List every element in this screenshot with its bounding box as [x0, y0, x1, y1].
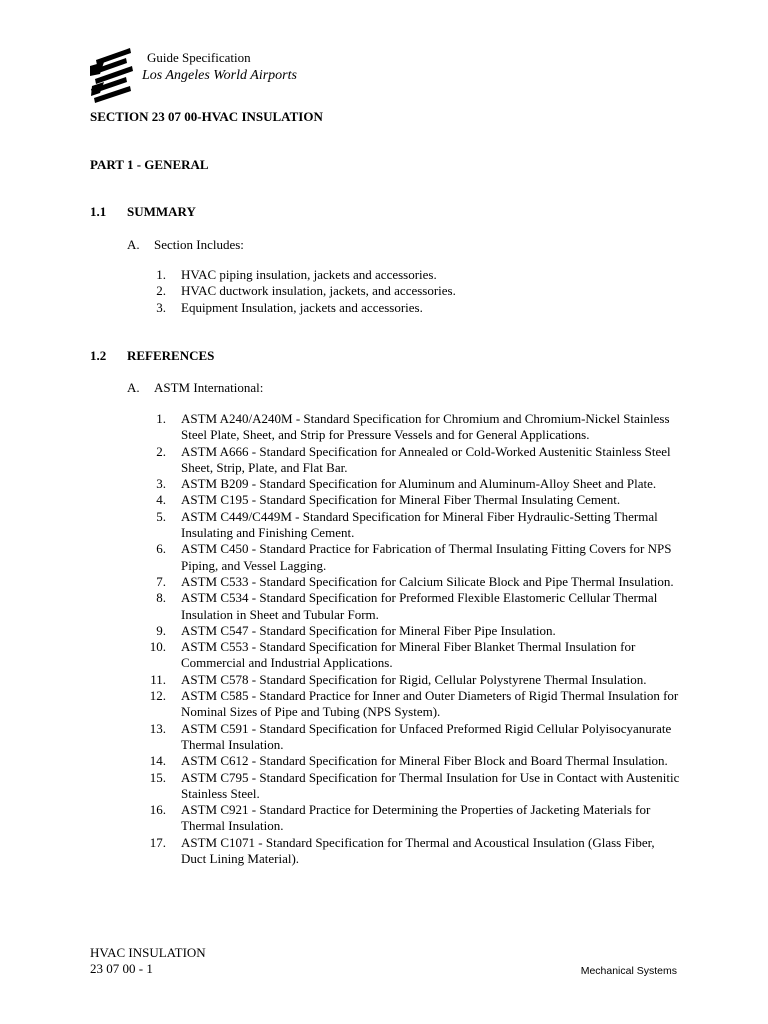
list-item-number: 8.	[156, 590, 166, 606]
list-item	[140, 509, 681, 542]
list-item-text: ASTM C553 - Standard Specification for Mineral Fiber Blanket Thermal Insulation for Commercial and Industrial Applications.	[181, 639, 636, 671]
paragraph-label: A.	[127, 380, 140, 395]
list-item-number: 9.	[156, 622, 166, 638]
organization-name: Los Angeles World Airports	[142, 68, 297, 83]
list-item-number: 7.	[156, 573, 166, 589]
references-list	[140, 411, 681, 867]
list-item	[140, 802, 681, 835]
summary-list	[140, 267, 681, 316]
list-item-text: ASTM A240/A240M - Standard Specification for Chromium and Chromium-Nickel Stainless Steel Plate, Sheet, and Strip for Pressure Vessels and for General Applications.	[181, 411, 670, 443]
list-item	[140, 835, 681, 868]
part-title: PART 1 - GENERAL	[90, 157, 209, 172]
list-item	[140, 444, 681, 477]
list-item-number: 3.	[156, 476, 166, 492]
list-item-number: 10.	[149, 639, 166, 655]
list-item-text: ASTM C921 - Standard Practice for Determining the Properties of Jacketing Materials for Thermal Insulation.	[181, 802, 651, 834]
article-title: REFERENCES	[127, 348, 215, 363]
guide-specification-label: Guide Specification	[147, 50, 251, 65]
paragraph-text: ASTM International:	[154, 380, 264, 395]
list-item-number: 4.	[156, 492, 166, 508]
list-item-text: ASTM C547 - Standard Specification for Mineral Fiber Pipe Insulation.	[181, 622, 556, 638]
list-item	[140, 770, 681, 803]
list-item-text: ASTM C1071 - Standard Specification for Thermal and Acoustical Insulation (Glass Fiber, Duct Lining Material).	[181, 834, 655, 867]
footer-page-ref: 23 07 00 - 1	[90, 961, 153, 977]
list-item-number: 16.	[149, 802, 166, 818]
list-item-number: 2.	[156, 283, 166, 299]
lawa-logo-icon	[90, 46, 136, 104]
paragraph-label: A.	[127, 237, 140, 252]
list-item-text: ASTM A666 - Standard Specification for Annealed or Cold-Worked Austenitic Stainless Steel Sheet, Strip, Plate, and Flat Bar.	[181, 443, 671, 475]
list-item	[140, 574, 681, 590]
article-title: SUMMARY	[127, 204, 196, 219]
list-item-number: 2.	[156, 443, 166, 459]
list-item-text: ASTM C195 - Standard Specification for Mineral Fiber Thermal Insulating Cement.	[181, 492, 621, 508]
list-item	[140, 267, 681, 283]
list-item	[140, 283, 681, 299]
list-item-text: ASTM C585 - Standard Practice for Inner and Outer Diameters of Rigid Thermal Insulation for Nominal Sizes of Pipe and Tubing (NPS System).	[181, 688, 679, 720]
list-item-number: 15.	[149, 769, 166, 785]
list-item	[140, 590, 681, 623]
list-item-text: ASTM C450 - Standard Practice for Fabrication of Thermal Insulating Fitting Covers for NPS Piping, and Vessel Lagging.	[181, 541, 672, 573]
list-item-number: 11.	[150, 671, 166, 687]
list-item-text: ASTM C612 - Standard Specification for Mineral Fiber Block and Board Thermal Insulation.	[181, 753, 668, 769]
list-item-text: ASTM C795 - Standard Specification for Thermal Insulation for Use in Contact with Austenitic Stainless Steel.	[181, 769, 680, 801]
footer-left	[90, 945, 206, 978]
list-item-number: 6.	[156, 541, 166, 557]
list-item-number: 12.	[149, 688, 166, 704]
list-item-number: 3.	[156, 299, 166, 315]
list-item-number: 13.	[149, 720, 166, 736]
list-item-number: 17.	[149, 834, 166, 850]
list-item	[140, 411, 681, 444]
list-item	[140, 623, 681, 639]
list-item	[140, 492, 681, 508]
article-number: 1.2	[90, 348, 107, 363]
list-item	[140, 672, 681, 688]
list-item-text: Equipment Insulation, jackets and accessories.	[181, 299, 423, 315]
list-item	[140, 753, 681, 769]
list-item	[140, 688, 681, 721]
footer-division: Mechanical Systems	[580, 965, 677, 977]
footer-doc-title: HVAC INSULATION	[90, 945, 206, 960]
list-item-text: ASTM C534 - Standard Specification for Preformed Flexible Elastomeric Cellular Thermal Insulation in Sheet and Tubular Form.	[181, 590, 658, 622]
list-item	[140, 721, 681, 754]
article-number: 1.1	[90, 204, 107, 219]
list-item	[140, 639, 681, 672]
list-item-number: 5.	[156, 508, 166, 524]
list-item-text: HVAC ductwork insulation, jackets, and accessories.	[181, 283, 456, 299]
list-item-text: ASTM C578 - Standard Specification for Rigid, Cellular Polystyrene Thermal Insulation.	[181, 671, 647, 687]
section-title: SECTION 23 07 00-HVAC INSULATION	[90, 109, 323, 124]
list-item-number: 1.	[156, 411, 166, 426]
list-item-text: ASTM C591 - Standard Specification for Unfaced Preformed Rigid Cellular Polyisocyanurate Thermal Insulation.	[181, 720, 672, 752]
list-item-text: ASTM C533 - Standard Specification for Calcium Silicate Block and Pipe Thermal Insulation.	[181, 573, 674, 589]
paragraph-text: Section Includes:	[154, 237, 244, 252]
list-item-text: ASTM B209 - Standard Specification for Aluminum and Aluminum-Alloy Sheet and Plate.	[181, 476, 657, 492]
list-item-number: 14.	[149, 753, 166, 769]
list-item	[140, 300, 681, 316]
list-item-text: HVAC piping insulation, jackets and accessories.	[181, 267, 437, 282]
list-item	[140, 541, 681, 574]
list-item-number: 1.	[156, 267, 166, 282]
list-item	[140, 476, 681, 492]
list-item-text: ASTM C449/C449M - Standard Specification for Mineral Fiber Hydraulic-Setting Thermal Insulating and Finishing Cement.	[181, 508, 658, 541]
